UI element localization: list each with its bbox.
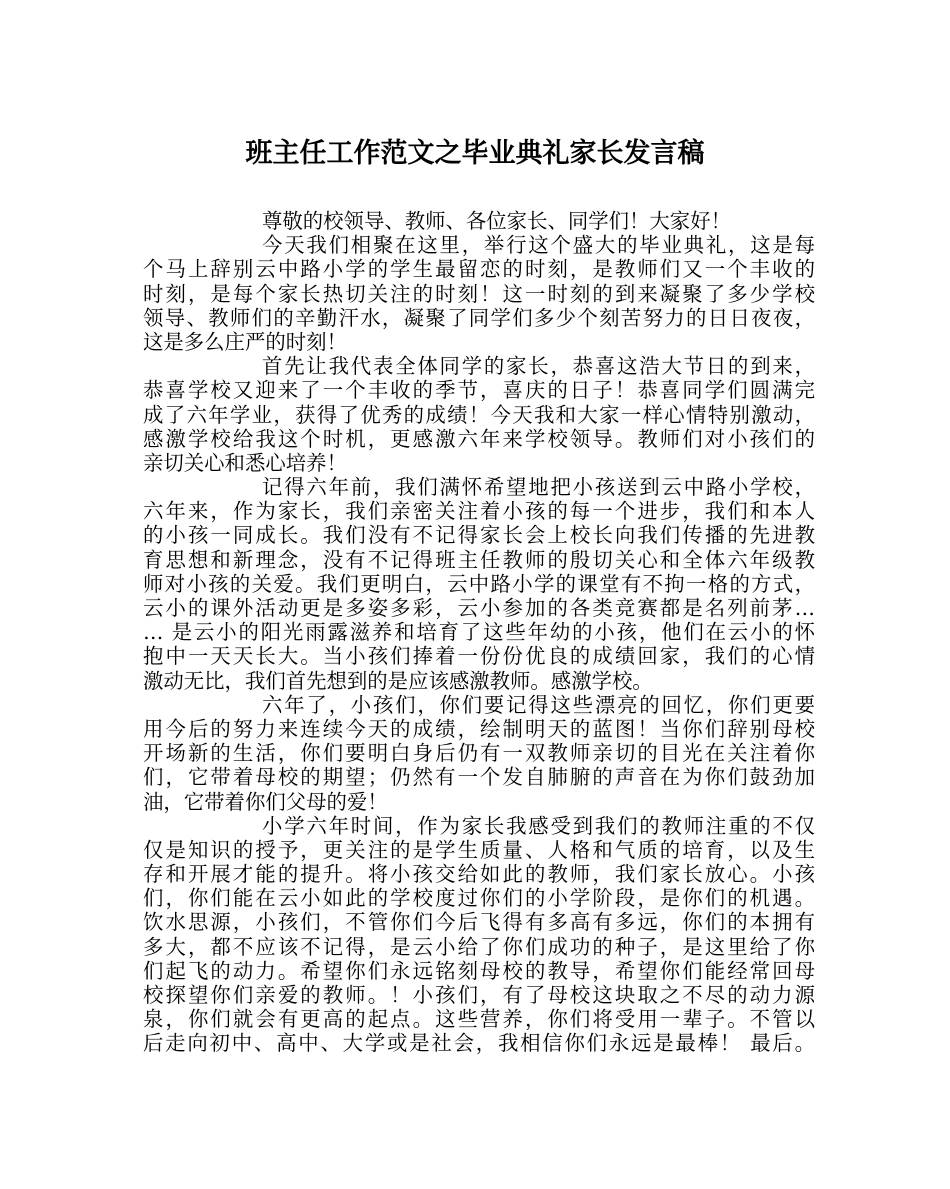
text-line: 仅是知识的授予，更关注的是学生质量、人格和气质的培育，以及生 xyxy=(143,837,815,862)
text-line: 领导、教师们的辛勤汗水，凝聚了同学们多少个刻苦努力的日日夜夜， xyxy=(143,305,815,330)
text-line: 这是多么庄严的时刻！ xyxy=(143,329,347,354)
text-line: 开场新的生活，你们要明白身后仍有一双教师亲切的目光在关注着你 xyxy=(143,741,815,766)
text-line: 时刻，是每个家长热切关注的时刻！这一时刻的到来凝聚了多少学校 xyxy=(143,281,815,306)
text-line: 后走向初中、高中、大学或是社会，我相信你们永远是最棒！ 最后。 xyxy=(143,1031,815,1056)
text-line: 云小的课外活动更是多姿多彩，云小参加的各类竞赛都是名列前茅… xyxy=(143,596,815,620)
text-line: 个马上辞别云中路小学的学生最留恋的时刻，是教师们又一个丰收的 xyxy=(143,257,815,282)
text-line: 今天我们相聚在这里，举行这个盛大的毕业典礼，这是每 xyxy=(262,233,815,258)
text-line: 饮水思源，小孩们，不管你们今后飞得有多高有多远，你们的本拥有 xyxy=(143,910,815,935)
text-line: 存和开展才能的提升。将小孩交给如此的教师，我们家长放心。小孩 xyxy=(143,862,815,887)
text-line: 小学六年时间，作为家长我感受到我们的教师注重的不仅 xyxy=(262,813,815,838)
text-line: 多大，都不应该不记得，是云小给了你们成功的种子，是这里给了你 xyxy=(143,934,815,959)
text-line: 们，它带着母校的期望；仍然有一个发自肺腑的声音在为你们鼓劲加 xyxy=(143,765,815,790)
text-line: 们，你们能在云小如此的学校度过你们的小学阶段，是你们的机遇。 xyxy=(143,886,815,911)
text-line: 激动无比，我们首先想到的是应该感激教师。感激学校。 xyxy=(143,668,653,693)
document-body xyxy=(143,209,815,1056)
text-line: 六年来，作为家长，我们亲密关注着小孩的每一个进步，我们和本人 xyxy=(143,499,815,524)
text-line: 恭喜学校又迎来了一个丰收的季节，喜庆的日子！恭喜同学们圆满完 xyxy=(143,378,815,403)
text-line: 育思想和新理念，没有不记得班主任教师的殷切关心和全体六年级教 xyxy=(143,547,815,572)
text-line: 六年了，小孩们，你们要记得这些漂亮的回忆，你们更要 xyxy=(262,692,815,717)
text-line: 感激学校给我这个时机，更感激六年来学校领导。教师们对小孩们的 xyxy=(143,426,815,451)
text-line: 们起飞的动力。希望你们永远铭刻母校的教导，希望你们能经常回母 xyxy=(143,958,815,983)
text-line: 成了六年学业，获得了优秀的成绩！今天我和大家一样心情特别激动， xyxy=(143,402,815,427)
text-line: 油，它带着你们父母的爱！ xyxy=(143,789,388,814)
text-line: 尊敬的校领导、教师、各位家长、同学们！大家好！ xyxy=(262,209,731,233)
text-line: 首先让我代表全体同学的家长，恭喜这浩大节日的到来， xyxy=(262,354,815,379)
page-title: 班主任工作范文之毕业典礼家长发言稿 xyxy=(245,138,705,169)
text-line: … 是云小的阳光雨露滋养和培育了这些年幼的小孩，他们在云小的怀 xyxy=(143,620,815,645)
text-line: 亲切关心和悉心培养！ xyxy=(143,450,347,475)
text-line: 抱中一天天长大。当小孩们捧着一份份优良的成绩回家，我们的心情 xyxy=(143,644,815,669)
text-line: 校探望你们亲爱的教师。！小孩们，有了母校这块取之不尽的动力源 xyxy=(143,983,815,1007)
text-line: 泉，你们就会有更高的起点。这些营养，你们将受用一辈子。不管以 xyxy=(143,1007,815,1032)
text-line: 的小孩一同成长。我们没有不记得家长会上校长向我们传播的先进教 xyxy=(143,523,815,548)
text-line: 师对小孩的关爱。我们更明白，云中路小学的课堂有不拘一格的方式， xyxy=(143,571,815,596)
text-line: 用今后的努力来连续今天的成绩，绘制明天的蓝图！当你们辞别母校 xyxy=(143,716,815,741)
text-line: 记得六年前，我们满怀希望地把小孩送到云中路小学校， xyxy=(262,475,815,500)
